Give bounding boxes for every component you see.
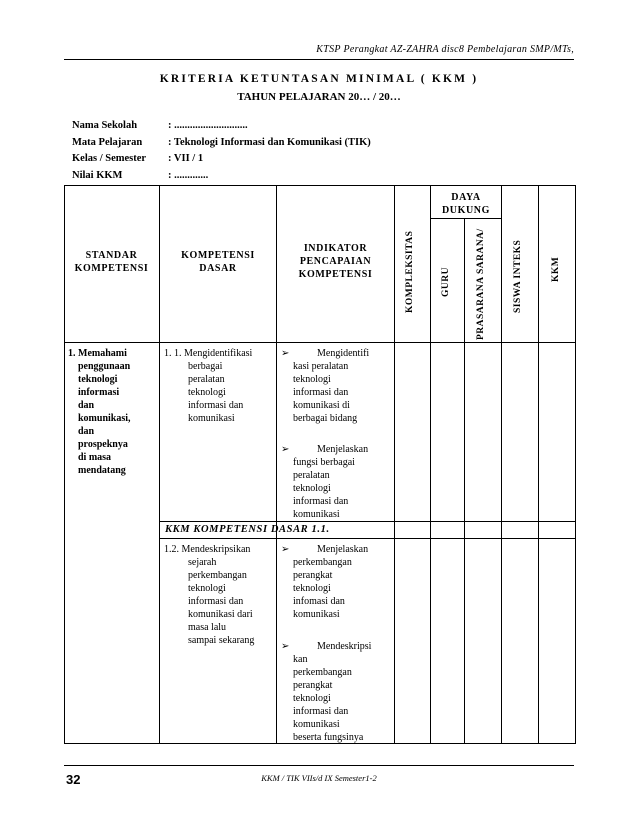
text-line: informasi dan — [188, 596, 244, 607]
footer-rule — [64, 765, 574, 766]
arrow-bullet-icon: ➢ — [281, 641, 290, 652]
kompetensi-dasar-1-1 — [164, 347, 276, 425]
info-value: : ............................ — [168, 120, 248, 131]
text-line: Menjelaskan — [317, 544, 369, 555]
text-line: informasi dan — [293, 496, 349, 507]
page-number: 32 — [66, 772, 81, 787]
text-line: perkembangan — [293, 557, 352, 568]
school-info — [72, 118, 371, 184]
text-line: 1. Memahami — [68, 348, 127, 359]
header-siswa-inteks: SISWA INTEKS — [513, 239, 523, 313]
indikator-item — [281, 443, 393, 521]
indikator-item — [281, 640, 393, 744]
text-line: komunikasi di — [293, 400, 350, 411]
header-line: DUKUNG — [441, 205, 491, 216]
text-line: mendatang — [78, 465, 126, 476]
text-line: teknologi — [293, 374, 331, 385]
text-line: beserta fungsinya — [293, 732, 364, 743]
text-line: komunikasi — [188, 413, 235, 424]
footer-text: KKM / TIK VIIs/d IX Semester1-2 — [261, 773, 377, 783]
text-line: peralatan — [293, 470, 330, 481]
header-standar-kompetensi — [64, 249, 159, 275]
header-line: KOMPETENSI — [74, 263, 149, 274]
text-line: berbagai — [188, 361, 223, 372]
header-guru: GURU — [441, 267, 451, 297]
text-line: Mendeskripsi — [317, 641, 372, 652]
text-line: peralatan — [188, 374, 225, 385]
text-line: komunikasi — [293, 509, 340, 520]
text-line: infomasi dan — [293, 596, 345, 607]
text-line: kan — [293, 654, 308, 665]
running-header: KTSP Perangkat AZ-ZAHRA disc8 Pembelajaran SMP/MTs, — [316, 44, 574, 55]
text-line: komunikasi — [293, 609, 340, 620]
text-line: teknologi — [78, 374, 118, 385]
text-line: fungsi berbagai — [293, 457, 355, 468]
text-line: informasi dan — [293, 387, 349, 398]
text-line: berbagai bidang — [293, 413, 358, 424]
info-value: : ............. — [168, 169, 209, 181]
header-line: STANDAR — [85, 250, 138, 261]
header-line: DASAR — [199, 263, 237, 274]
indikator-item — [281, 347, 393, 425]
text-line: teknologi — [293, 693, 331, 704]
header-daya-dukung — [431, 191, 501, 217]
info-value: : VII / 1 — [168, 153, 204, 164]
kompetensi-dasar-1-2 — [164, 543, 276, 647]
document-subtitle: TAHUN PELAJARAN 20… / 20… — [237, 91, 401, 103]
text-line: teknologi — [293, 483, 331, 494]
kkm-table — [64, 185, 576, 744]
text-line: 1. 1. Mengidentifikasi — [164, 348, 253, 359]
header-kompleksitas: KOMPLEKSITAS — [405, 230, 415, 313]
text-line: komunikasi dari — [188, 609, 253, 620]
text-line: perkembangan — [188, 570, 247, 581]
header-line: DAYA — [451, 192, 481, 203]
text-line: sampai sekarang — [188, 635, 255, 646]
text-line: penggunaan — [78, 361, 131, 372]
header-indikator — [277, 242, 394, 281]
text-line: 1.2. Mendeskripsikan — [164, 544, 251, 555]
arrow-bullet-icon: ➢ — [281, 544, 290, 555]
arrow-bullet-icon: ➢ — [281, 444, 290, 455]
text-line: teknologi — [293, 583, 331, 594]
text-line: perangkat — [293, 680, 333, 691]
header-kompetensi-dasar — [160, 249, 276, 275]
standar-kompetensi-text — [68, 347, 158, 477]
text-line: prospeknya — [78, 439, 128, 450]
header-rule — [64, 59, 574, 60]
header-line: PENCAPAIAN — [299, 256, 372, 267]
text-line: masa lalu — [188, 622, 227, 633]
text-line: Mengidentifi — [317, 348, 370, 359]
info-label: Nilai KKM — [72, 169, 123, 181]
text-line: informasi dan — [293, 706, 349, 717]
text-line: dan — [78, 400, 95, 411]
header-line: KOMPETENSI — [298, 269, 373, 280]
info-label: Nama Sekolah — [72, 120, 138, 131]
text-line: informasi dan — [188, 400, 244, 411]
text-line: informasi — [78, 387, 120, 398]
info-label: Mata Pelajaran — [72, 136, 143, 148]
info-label: Kelas / Semester — [72, 153, 147, 164]
text-line: kasi peralatan — [293, 361, 349, 372]
header-prasarana-sarana: PRASARANA SARANA/ — [476, 228, 486, 340]
text-line: dan — [78, 426, 95, 437]
text-line: di masa — [78, 452, 112, 463]
header-line: KOMPETENSI — [181, 250, 255, 261]
text-line: sejarah — [188, 557, 217, 568]
indikator-item — [281, 543, 393, 621]
text-line: perkembangan — [293, 667, 352, 678]
text-line: komunikasi — [293, 719, 340, 730]
header-line: INDIKATOR — [303, 243, 368, 254]
text-line: perangkat — [293, 570, 333, 581]
text-line: komunikasi, — [78, 413, 131, 424]
document-title: KRITERIA KETUNTASAN MINIMAL ( KKM ) — [159, 73, 479, 85]
kkm-kompetensi-dasar-label: KKM KOMPETENSI DASAR 1.1. — [165, 524, 330, 535]
text-line: teknologi — [188, 387, 226, 398]
info-value: : Teknologi Informasi dan Komunikasi (TIK) — [168, 136, 371, 148]
header-kkm: KKM — [551, 256, 561, 282]
text-line: Menjelaskan — [317, 444, 369, 455]
text-line: teknologi — [188, 583, 226, 594]
arrow-bullet-icon: ➢ — [281, 348, 290, 359]
